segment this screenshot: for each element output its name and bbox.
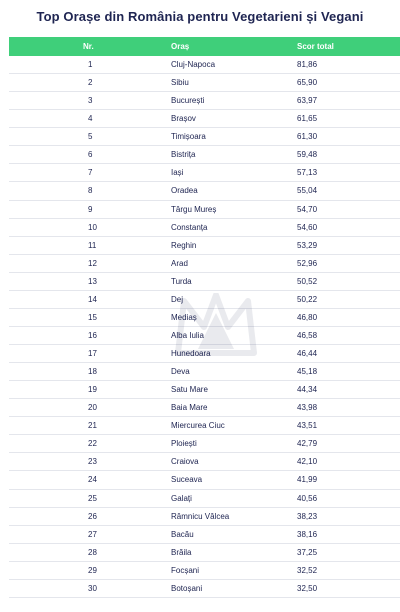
rank-cell: 14 [88,294,97,304]
score-cell: 38,16 [297,529,318,539]
score-cell: 61,65 [297,114,318,124]
rank-cell: 28 [88,547,97,557]
score-cell: 43,51 [297,421,318,431]
rank-cell: 29 [88,565,97,575]
table-row [9,56,400,74]
city-cell: Miercurea Ciuc [171,421,225,431]
rank-cell: 16 [88,330,97,340]
score-cell: 46,44 [297,349,318,359]
city-cell: Suceava [171,475,203,485]
page-title: Top Orașe din România pentru Vegetarieni și Vegani [36,9,364,24]
rank-cell: 20 [88,403,97,413]
city-cell: Constanța [171,222,208,232]
score-cell: 53,29 [297,240,318,250]
table-row [9,580,400,598]
city-cell: Ploiești [171,439,197,449]
rank-cell: 7 [88,168,93,178]
city-cell: Bacău [171,529,194,539]
rank-cell: 21 [88,421,97,431]
rank-cell: 12 [88,258,97,268]
table-row [9,363,400,381]
table-row [9,182,400,200]
table-row [9,273,400,291]
table-row [9,146,400,164]
table-row [9,417,400,435]
rank-cell: 3 [88,96,93,106]
rank-cell: 6 [88,150,93,160]
table-header [9,37,400,56]
city-cell: Turda [171,276,192,286]
city-cell: Sibiu [171,78,189,88]
city-cell: Galați [171,493,192,503]
city-cell: Bistrița [171,150,196,160]
city-cell: Râmnicu Vâlcea [171,511,230,521]
city-cell: Baia Mare [171,403,208,413]
table-row [9,237,400,255]
rank-cell: 11 [88,240,97,250]
table-row [9,110,400,128]
city-cell: Brașov [171,114,196,124]
table-row [9,92,400,110]
score-cell: 50,52 [297,276,318,286]
table-row [9,471,400,489]
rank-cell: 27 [88,529,97,539]
score-cell: 44,34 [297,385,318,395]
score-cell: 46,80 [297,312,318,322]
score-cell: 42,79 [297,439,318,449]
score-cell: 52,96 [297,258,318,268]
city-cell: Hunedoara [171,349,211,359]
table-row [9,526,400,544]
score-cell: 54,70 [297,204,318,214]
table-row [9,381,400,399]
score-cell: 37,25 [297,547,318,557]
city-cell: București [171,96,205,106]
rank-cell: 1 [88,60,93,70]
rank-cell: 24 [88,475,97,485]
rank-cell: 13 [88,276,97,286]
score-cell: 81,86 [297,60,318,70]
score-cell: 38,23 [297,511,318,521]
city-cell: Alba Iulia [171,330,204,340]
city-cell: Satu Mare [171,385,208,395]
city-cell: Focșani [171,565,200,575]
table-row [9,508,400,526]
table-row [9,219,400,237]
score-cell: 40,56 [297,493,318,503]
rank-cell: 23 [88,457,97,467]
table-row [9,74,400,92]
table-row [9,128,400,146]
rank-cell: 22 [88,439,97,449]
score-cell: 45,18 [297,367,318,377]
city-cell: Târgu Mureș [171,204,217,214]
column-header-score: Scor total [297,42,334,51]
rank-cell: 19 [88,385,97,395]
city-cell: Botoșani [171,583,203,593]
rank-cell: 30 [88,583,97,593]
rank-cell: 18 [88,367,97,377]
rank-cell: 17 [88,349,97,359]
table-row [9,562,400,580]
city-cell: Timișoara [171,132,206,142]
score-cell: 55,04 [297,186,318,196]
score-cell: 42,10 [297,457,318,467]
rank-cell: 10 [88,222,97,232]
table-row [9,399,400,417]
score-cell: 57,13 [297,168,318,178]
score-cell: 65,90 [297,78,318,88]
score-cell: 43,98 [297,403,318,413]
city-cell: Dej [171,294,184,304]
table-row [9,435,400,453]
table-row [9,490,400,508]
score-cell: 41,99 [297,475,318,485]
crown-logo-icon [174,293,258,359]
rank-cell: 4 [88,114,93,124]
rank-cell: 15 [88,312,97,322]
rank-cell: 25 [88,493,97,503]
city-cell: Mediaș [171,312,197,322]
score-cell: 61,30 [297,132,318,142]
score-cell: 50,22 [297,294,318,304]
city-cell: Oradea [171,186,198,196]
city-cell: Deva [171,367,190,377]
table-row [9,544,400,562]
city-cell: Iași [171,168,184,178]
column-header-nr: Nr. [83,42,94,51]
rank-cell: 9 [88,204,93,214]
city-cell: Reghin [171,240,197,250]
city-cell: Craiova [171,457,199,467]
score-cell: 54,60 [297,222,318,232]
city-cell: Cluj-Napoca [171,60,216,70]
rank-cell: 5 [88,132,93,142]
table-row [9,453,400,471]
table-row [9,164,400,182]
score-cell: 63,97 [297,96,318,106]
table-row [9,201,400,219]
score-cell: 32,50 [297,583,318,593]
city-cell: Brăila [171,547,192,557]
score-cell: 59,48 [297,150,318,160]
city-cell: Arad [171,258,188,268]
rank-cell: 2 [88,78,93,88]
rank-cell: 8 [88,186,93,196]
table-row [9,255,400,273]
rank-cell: 26 [88,511,97,521]
score-cell: 46,58 [297,330,318,340]
column-header-city: Oraș [171,42,190,51]
score-cell: 32,52 [297,565,318,575]
